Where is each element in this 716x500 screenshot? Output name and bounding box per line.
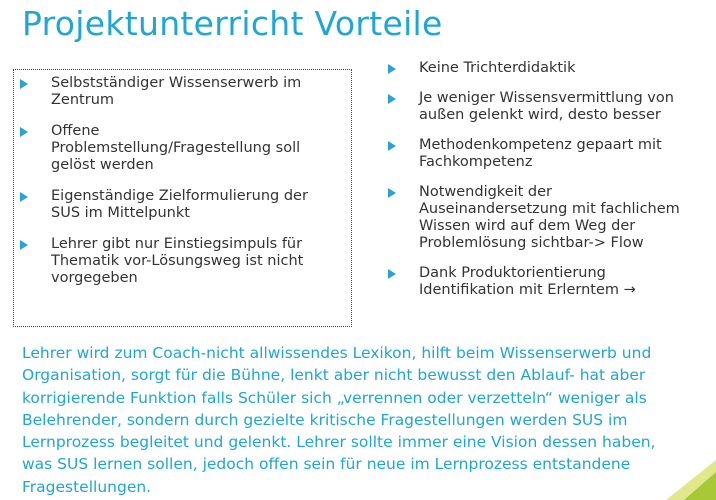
triangle-bullet-icon xyxy=(388,64,396,74)
body-paragraph: Lehrer wird zum Coach-nicht allwissendes Lexikon, hilft beim Wissenserwerb und Organisation, sorgt für die Bühne, lenkt aber nicht bewusst den Ablauf- hat aber korrigierende Funktion falls Schüler sich „verrennen oder verzetteln“ weniger als Belehrender, sondern durch gezielte kritische Fragestellungen werden SUS im Lernprozess begleitet und gelenkt. Lehrer sollte immer eine Vision dessen haben, was SUS lernen sollen, jedoch offen sein für neue im Lernprozess entstandene Fragestellungen. xyxy=(22,344,656,496)
list-item xyxy=(388,60,716,77)
bullet-text: Selbstständiger Wissenserwerb im Zentrum xyxy=(51,75,302,108)
bullet-text: Keine Trichterdidaktik xyxy=(419,60,576,76)
list-item xyxy=(388,184,716,252)
triangle-bullet-icon xyxy=(388,188,396,198)
bullet-text: Methodenkompetenz gepaart mit Fachkompetenz xyxy=(419,137,662,170)
list-item xyxy=(20,75,350,109)
triangle-bullet-icon xyxy=(20,79,28,89)
bullet-text: Notwendigkeit der Auseinandersetzung mit fachlichem Wissen wird auf dem Weg der Problemlösung sichtbar-> Flow xyxy=(419,184,680,251)
list-item xyxy=(20,236,350,287)
triangle-bullet-icon xyxy=(388,269,396,279)
slide-title: Projektunterricht Vorteile xyxy=(22,4,443,43)
triangle-bullet-icon xyxy=(388,94,396,104)
list-item xyxy=(388,137,716,171)
list-item xyxy=(388,265,716,299)
bullet-text: Offene Problemstellung/Fragestellung soll gelöst werden xyxy=(51,123,301,173)
triangle-bullet-icon xyxy=(20,192,28,202)
triangle-bullet-icon xyxy=(20,240,28,250)
bullet-text: Dank Produktorientierung Identifikation mit Erlerntem → xyxy=(419,265,636,298)
right-bullet-list xyxy=(388,60,716,312)
corner-decoration xyxy=(666,460,716,500)
list-item xyxy=(20,123,350,174)
list-item xyxy=(388,90,716,124)
triangle-bullet-icon xyxy=(20,127,28,137)
left-bullet-list xyxy=(20,75,350,301)
bullet-text: Je weniger Wissensvermittlung von außen gelenkt wird, desto besser xyxy=(419,90,674,123)
bullet-text: Lehrer gibt nur Einstiegsimpuls für Thematik vor-Lösungsweg ist nicht vorgegeben xyxy=(51,236,304,286)
bullet-text: Eigenständige Zielformulierung der SUS im Mittelpunkt xyxy=(51,188,308,221)
triangle-bullet-icon xyxy=(388,141,396,151)
list-item xyxy=(20,188,350,222)
